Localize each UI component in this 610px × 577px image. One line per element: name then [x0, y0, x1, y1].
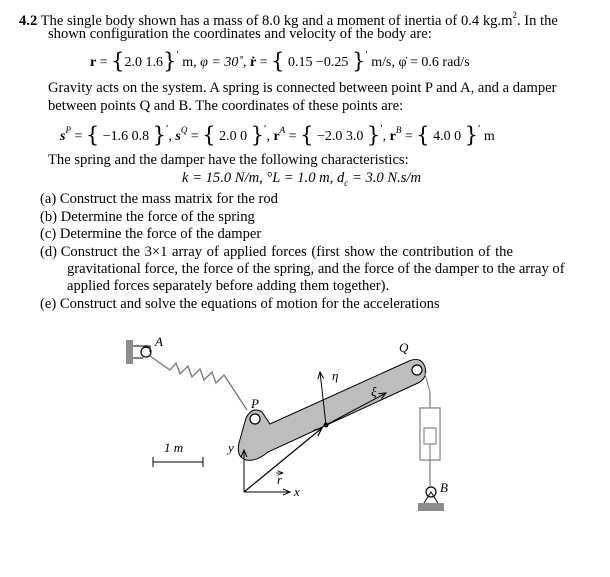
sQ-symbol: s — [175, 129, 181, 144]
sQ-values: 2.0 0 — [219, 129, 248, 144]
scale-label: 1 m — [164, 440, 184, 455]
ground-support-B — [418, 503, 444, 511]
coordinates-equation: $s^P$ = { −1.6 0.8 }′, $s^Q$ = { 2.0 0 }′, $r^A$ = { −2.0 3.0 }′, $r^B$ = { 4.0 0 }′ m — [60, 123, 495, 147]
label-A: A — [155, 334, 163, 349]
intro-text-2: shown configuration the coordinates and velocity of the body are: — [48, 26, 432, 42]
rA-sup: A — [279, 125, 286, 135]
rA-values: −2.0 3.0 — [316, 129, 364, 144]
sQ-sup: Q — [180, 125, 188, 135]
task-d-line-3: applied forces separately before adding them together). — [67, 278, 390, 294]
intro-text-1-end: . In the — [516, 13, 558, 29]
label-Q: Q — [399, 340, 409, 355]
rdot-unit: m/s, — [371, 55, 395, 70]
task-text: Construct and solve the equations of motion for the accelerations — [59, 296, 440, 312]
label-x: x — [294, 484, 300, 499]
scale-bar — [153, 457, 203, 467]
gravity-text-2: between points Q and B. The coordinates of these points are: — [48, 98, 404, 114]
r-unit: m, — [182, 55, 197, 70]
rB-sup: B — [395, 125, 402, 135]
task-label: (c) — [40, 226, 57, 242]
label-xi: ξ — [371, 384, 377, 399]
rB-values: 4.0 0 — [433, 129, 462, 144]
task-label: (d) — [40, 244, 58, 260]
task-text: Determine the force of the damper — [59, 226, 262, 242]
rA-symbol: r — [273, 129, 280, 144]
sP-values: −1.6 0.8 — [102, 129, 150, 144]
task-label: (b) — [40, 209, 58, 225]
pin-Q — [412, 365, 422, 375]
ground-support-A — [126, 340, 133, 364]
task-text: Construct the mass matrix for the rod — [59, 191, 278, 207]
pin-P — [250, 414, 260, 424]
phidot-value: φ̇ = 0.6 rad/s — [398, 55, 470, 70]
coords-unit: m — [483, 129, 495, 144]
rdot-symbol: ṙ — [250, 55, 257, 70]
r-values: 2.0 1.6 — [124, 55, 163, 70]
rB-symbol: r — [389, 129, 396, 144]
task-label: (a) — [40, 191, 57, 207]
sP-sup: P — [65, 125, 71, 135]
intro-exponent: 2 — [512, 10, 517, 20]
label-B: B — [440, 480, 448, 495]
task-text: Determine the force of the spring — [60, 209, 255, 225]
characteristics-sub: c — [344, 177, 349, 188]
task-text: Construct the 3×1 array of applied forces (first show the contribution of the — [60, 244, 513, 260]
characteristics-text: k = 15.0 N/m, °L = 1.0 m, d — [182, 170, 345, 186]
rdot-values: 0.15 −0.25 — [288, 55, 349, 70]
state-equation: r = {2.0 1.6}′ m, φ = 30˚, ṙ = { 0.15 −0.25 }′ m/s, φ̇ = 0.6 rad/s — [90, 49, 470, 73]
spring — [150, 356, 247, 410]
task-label: (e) — [40, 296, 57, 312]
label-P: P — [251, 396, 259, 411]
phi-value: φ = 30˚, — [200, 55, 247, 70]
r-symbol: r — [90, 55, 97, 70]
spring-damper-intro: The spring and the damper have the following characteristics: — [48, 152, 409, 168]
gravity-text-1: Gravity acts on the system. A spring is connected between point P and A, and a damper — [48, 80, 557, 96]
characteristics-end: = 3.0 N.s/m — [348, 170, 421, 186]
sP-symbol: s — [60, 129, 66, 144]
label-y: y — [228, 440, 234, 455]
problem-number: 4.2 — [19, 13, 38, 29]
intro-text-1: The single body shown has a mass of 8.0 kg and a moment of inertia of 0.4 kg.m — [40, 13, 513, 29]
label-eta: η — [332, 368, 339, 383]
task-d-line-2: gravitational force, the force of the spring, and the force of the damper to the array of — [67, 261, 565, 277]
label-r: r — [277, 472, 283, 487]
